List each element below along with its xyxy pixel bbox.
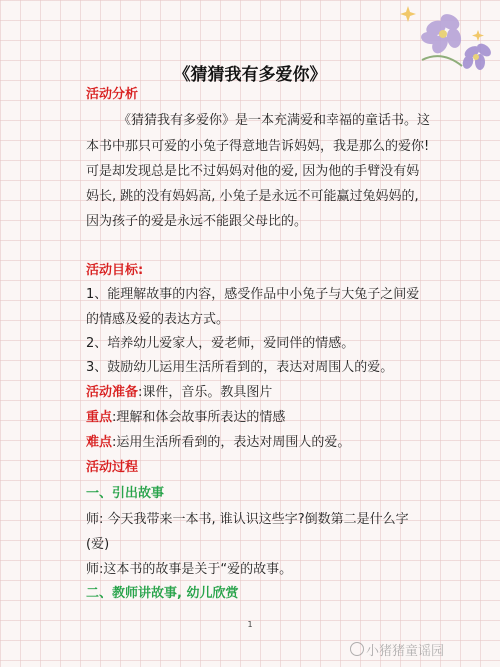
goal-item: 2、培养幼儿爱家人，爱老师，爱同伴的情感。: [86, 336, 355, 351]
goals-heading: 活动目标:: [86, 263, 144, 278]
analysis-line: 《猜猜我有多爱你》是一本充满爱和幸福的童话书。这: [118, 113, 431, 128]
key-label: 重点: [86, 410, 113, 425]
watermark: [350, 640, 444, 659]
analysis-line: 妈长, 跳的没有妈妈高, 小兔子是永远不可能赢过兔妈妈的,: [86, 189, 419, 204]
dialog-line: 师: 今天我带来一本书, 谁认识这些字?倒数第二是什么字: [86, 512, 409, 527]
analysis-line: 可是却发现总是比不过妈妈对他的爱, 因为他的手臂没有妈: [86, 164, 420, 179]
prep-text: :课件，音乐。教具图片: [138, 385, 273, 400]
watermark-text: 小猪猪童谣园: [366, 644, 445, 659]
analysis-line: 本书中那只可爱的小兔子得意地告诉妈妈，我是那么的爱你!: [86, 139, 430, 154]
goal-item: 3、鼓励幼儿运用生活所看到的，表达对周围人的爱。: [86, 360, 394, 375]
difficulty-row: [86, 434, 350, 452]
process-step-1: 一、引出故事: [86, 486, 165, 501]
goal-item: 的情感及爱的表达方式。: [86, 312, 230, 327]
watermark-logo-icon: [350, 642, 364, 656]
analysis-heading: 活动分析: [86, 87, 139, 102]
prep-row: [86, 384, 272, 402]
process-heading: 活动过程: [86, 460, 139, 475]
difficulty-text: :运用生活所看到的，表达对周围人的爱。: [112, 435, 351, 450]
dialog-line: (爱): [86, 537, 110, 552]
goal-item: 1、能理解故事的内容，感受作品中小兔子与大兔子之间爱: [86, 287, 420, 302]
analysis-line: 因为孩子的爱是永远不能跟父母比的。: [86, 214, 308, 229]
dialog-line: 师:这本书的故事是关于“爱的故事。: [86, 562, 293, 577]
document-title: 《猜猜我有多爱你》: [173, 65, 327, 85]
key-text: :理解和体会故事所表达的情感: [112, 410, 286, 425]
page-number: 1: [247, 620, 253, 629]
difficulty-label: 难点: [86, 435, 113, 450]
process-step-2: 二、教师讲故事, 幼儿欣赏: [86, 586, 239, 601]
prep-label: 活动准备: [86, 385, 139, 400]
key-row: [86, 409, 285, 427]
